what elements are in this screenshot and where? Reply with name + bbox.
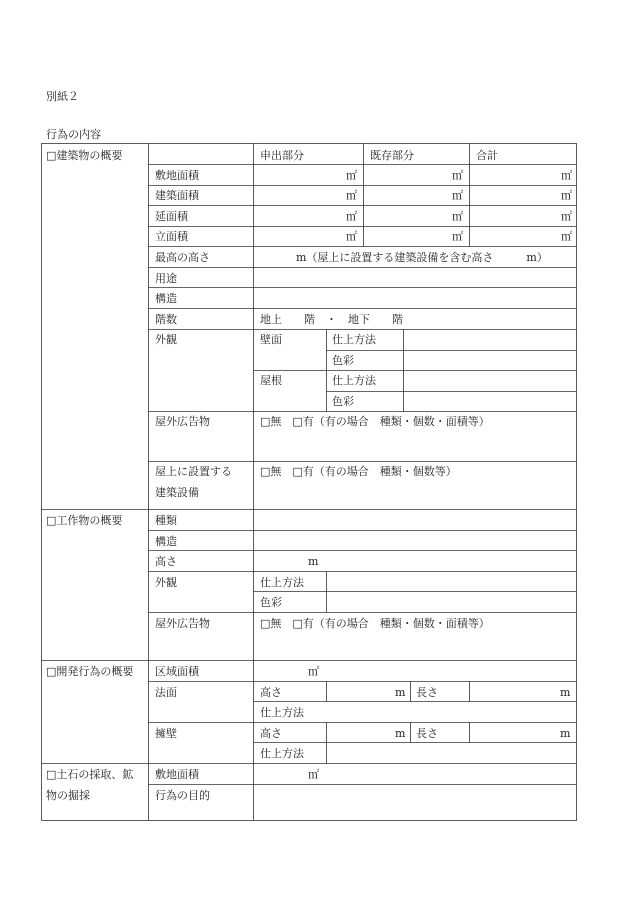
unit-sqm: ㎡	[308, 768, 319, 781]
unit-sqm: ㎡	[346, 210, 357, 223]
attachment-label: 別紙２	[46, 90, 79, 103]
unit-sqm: ㎡	[561, 189, 572, 202]
label-area: 区域面積	[155, 665, 199, 678]
header-applied: 申出部分	[260, 149, 304, 162]
label-slope: 法面	[155, 686, 177, 699]
unit-sqm: ㎡	[561, 169, 572, 182]
label-structure: 構造	[155, 292, 177, 305]
label-retaining-wall: 擁壁	[155, 727, 177, 740]
unit-sqm: ㎡	[452, 230, 463, 243]
label-floor-area: 延面積	[155, 210, 188, 223]
label-height: 高さ	[260, 686, 282, 699]
label-height: 高さ	[260, 727, 282, 740]
label-site-area: 敷地面積	[155, 169, 199, 182]
label-outdoor-ad: 屋外広告物	[155, 415, 210, 428]
form-title: 行為の内容	[46, 128, 101, 141]
label-length: 長さ	[416, 727, 438, 740]
label-color: 色彩	[332, 354, 354, 367]
category-structure-work: □工作物の概要	[46, 514, 123, 527]
label-building-area: 建築面積	[155, 189, 199, 202]
unit-m: m	[395, 686, 406, 699]
label-roof-equipment: 屋上に設置する	[155, 465, 232, 478]
label-color: 色彩	[260, 596, 282, 609]
height-unit: m	[308, 555, 319, 568]
header-total: 合計	[476, 149, 498, 162]
label-elevation-area: 立面積	[155, 230, 188, 243]
label-finish-method: 仕上方法	[260, 747, 304, 760]
label-finish-method: 仕上方法	[260, 706, 304, 719]
label-exterior: 外観	[155, 333, 177, 346]
max-height-value: m（屋上に設置する建築設備を含む高さ m）	[296, 251, 548, 264]
header-existing: 既存部分	[370, 149, 414, 162]
category-building: □建築物の概要	[46, 149, 123, 162]
label-floors: 階数	[155, 313, 177, 326]
roof-equipment-value: □無 □有（有の場合 種類・個数等）	[260, 465, 457, 478]
unit-m: m	[560, 727, 571, 740]
label-length: 長さ	[416, 686, 438, 699]
label-roof-equipment-2: 建築設備	[155, 486, 199, 499]
label-color: 色彩	[332, 395, 354, 408]
label-wall: 壁面	[260, 333, 282, 346]
label-site-area: 敷地面積	[155, 768, 199, 781]
unit-sqm: ㎡	[561, 230, 572, 243]
outdoor-ad-value: □無 □有（有の場合 種類・個数・面積等）	[260, 617, 490, 630]
unit-sqm: ㎡	[561, 210, 572, 223]
label-finish-method: 仕上方法	[332, 333, 376, 346]
unit-m: m	[395, 727, 406, 740]
label-outdoor-ad: 屋外広告物	[155, 617, 210, 630]
category-extraction-2: 物の掘採	[46, 789, 90, 802]
label-height: 高さ	[155, 555, 177, 568]
unit-sqm: ㎡	[346, 230, 357, 243]
outdoor-ad-value: □無 □有（有の場合 種類・個数・面積等）	[260, 415, 490, 428]
category-extraction: □土石の採取、鉱	[46, 768, 134, 781]
label-finish-method: 仕上方法	[260, 576, 304, 589]
unit-sqm: ㎡	[452, 169, 463, 182]
floors-value: 地上 階 ・ 地下 階	[260, 313, 403, 326]
label-exterior: 外観	[155, 576, 177, 589]
category-development: □開発行為の概要	[46, 665, 134, 678]
label-purpose: 行為の目的	[155, 789, 210, 802]
unit-sqm: ㎡	[452, 189, 463, 202]
label-use: 用途	[155, 272, 177, 285]
unit-sqm: ㎡	[346, 169, 357, 182]
unit-sqm: ㎡	[346, 189, 357, 202]
label-kind: 種類	[155, 514, 177, 527]
unit-sqm: ㎡	[308, 665, 319, 678]
label-finish-method: 仕上方法	[332, 374, 376, 387]
unit-m: m	[560, 686, 571, 699]
label-max-height: 最高の高さ	[155, 251, 210, 264]
label-roof: 屋根	[260, 374, 282, 387]
unit-sqm: ㎡	[452, 210, 463, 223]
label-structure: 構造	[155, 535, 177, 548]
